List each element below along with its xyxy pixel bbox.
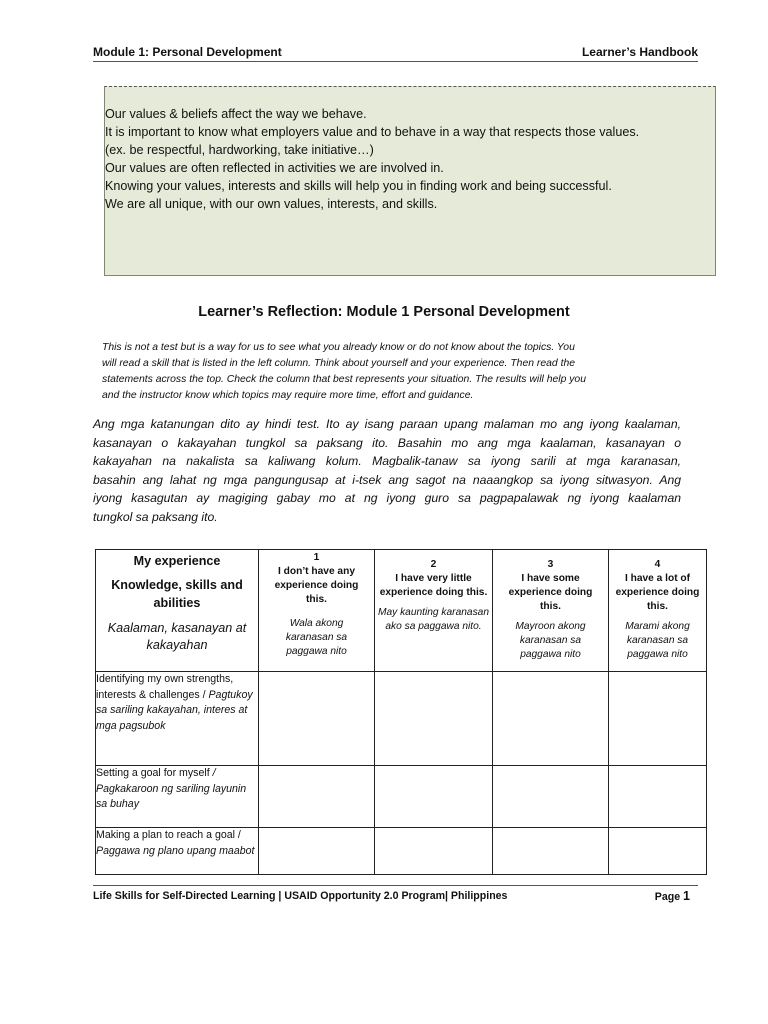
table-row bbox=[96, 672, 707, 766]
rating-checkbox-cell[interactable] bbox=[259, 672, 375, 766]
skill-label bbox=[96, 828, 259, 875]
skill-english: Identifying my own strengths, interests & challenges / bbox=[96, 673, 234, 701]
note-line: (ex. be respectful, hardworking, take initiative…) bbox=[105, 143, 374, 157]
handbook-label: Learner’s Handbook bbox=[581, 45, 698, 59]
page-number: 1 bbox=[683, 889, 690, 903]
table-row bbox=[96, 766, 707, 828]
experience-tagalog: Kaalaman, kasanayan at kakayahan bbox=[107, 621, 247, 652]
skill-tagalog: Paggawa ng plano upang maabot bbox=[96, 844, 255, 857]
experience-header-cell bbox=[96, 550, 259, 672]
rating-checkbox-cell[interactable] bbox=[259, 828, 375, 875]
tagalog-line: iyong kasagutan ay magiging gabay mo at ng iyong guro sa pagpapalawak ng iyong kaalaman bbox=[93, 491, 681, 506]
rating-checkbox-cell[interactable] bbox=[493, 766, 609, 828]
intro-line: statements across the top. Check the column that best represents your situation. The results will help you bbox=[102, 374, 586, 385]
rating-header-4 bbox=[609, 550, 707, 672]
rating-number: 1 bbox=[313, 552, 320, 563]
experience-subtitle: Knowledge, skills and abilities bbox=[111, 578, 243, 610]
page-header bbox=[93, 44, 698, 62]
rating-english: I have some experience doing this. bbox=[508, 573, 593, 612]
rating-checkbox-cell[interactable] bbox=[609, 828, 707, 875]
values-note-box bbox=[104, 86, 716, 276]
tagalog-line: Ang mga katanungan dito ay hindi test. Ito ay isang paraan upang malaman mo ang iyong kaalaman, bbox=[93, 417, 681, 431]
tagalog-line: kakayahan na nakalista sa kaliwang kolum. Magbalik-tanaw sa iyong sarili at mga karanasan, bbox=[93, 454, 681, 469]
note-line: Our values & beliefs affect the way we behave. bbox=[105, 107, 367, 121]
rating-header-1 bbox=[259, 550, 375, 672]
note-line: We are all unique, with our own values, interests, and skills. bbox=[105, 197, 438, 211]
rating-tagalog: Mayroon akong karanasan sa paggawa nito bbox=[515, 621, 586, 660]
skill-tagalog: Pagtukoy sa sariling kakayahan, interes at mga pagsubok bbox=[96, 688, 253, 732]
intro-line: will read a skill that is listed in the left column. Think about yourself and your experience. Then read the bbox=[102, 358, 576, 369]
page-footer bbox=[93, 885, 698, 906]
rating-header-3 bbox=[493, 550, 609, 672]
rating-number: 2 bbox=[430, 559, 437, 570]
footer-program-text: Life Skills for Self-Directed Learning | USAID Opportunity 2.0 Program| Philippines bbox=[93, 890, 508, 902]
skill-tagalog: / Pagkakaroon ng sariling layunin sa buhay bbox=[96, 767, 247, 810]
rating-checkbox-cell[interactable] bbox=[609, 672, 707, 766]
rating-english: I have a lot of experience doing this. bbox=[615, 573, 700, 612]
skill-english: Setting a goal for myself bbox=[96, 767, 210, 779]
page-label: Page bbox=[654, 891, 681, 903]
note-line: Knowing your values, interests and skills will help you in finding work and being successful. bbox=[105, 179, 612, 193]
tagalog-line: tungkol sa paksang ito. bbox=[93, 509, 218, 524]
skill-label bbox=[96, 766, 259, 828]
note-line: Our values are often reflected in activities we are involved in. bbox=[105, 161, 444, 175]
skill-english: Making a plan to reach a goal / bbox=[96, 829, 241, 841]
rating-checkbox-cell[interactable] bbox=[375, 672, 493, 766]
rating-checkbox-cell[interactable] bbox=[493, 672, 609, 766]
rating-checkbox-cell[interactable] bbox=[493, 828, 609, 875]
intro-paragraph bbox=[102, 340, 662, 404]
module-title: Module 1: Personal Development bbox=[93, 45, 282, 59]
note-line: It is important to know what employers value and to behave in a way that respects those values. bbox=[105, 125, 640, 139]
rating-checkbox-cell[interactable] bbox=[375, 828, 493, 875]
reflection-table bbox=[95, 549, 707, 875]
rating-number: 3 bbox=[547, 559, 554, 570]
rating-tagalog: May kaunting karanasan ako sa paggawa nito. bbox=[378, 607, 489, 632]
skill-label bbox=[96, 672, 259, 766]
rating-number: 4 bbox=[654, 559, 661, 570]
table-header-row bbox=[96, 550, 707, 672]
page-title: Learner’s Reflection: Module 1 Personal Development bbox=[198, 304, 570, 320]
rating-tagalog: Wala akong karanasan sa paggawa nito bbox=[285, 618, 348, 657]
rating-checkbox-cell[interactable] bbox=[375, 766, 493, 828]
tagalog-paragraph bbox=[93, 415, 681, 527]
intro-line: and the instructor know which topics may require more time, effort and guidance. bbox=[102, 390, 474, 401]
page-number-block bbox=[655, 889, 690, 903]
tagalog-line: kasanayan o kakayahan tungkol sa paksang ito. Basahin mo ang mga kaalaman, kasanayan o bbox=[93, 435, 681, 450]
rating-english: I don’t have any experience doing this. bbox=[274, 566, 359, 605]
rating-tagalog: Marami akong karanasan sa paggawa nito bbox=[625, 621, 690, 660]
experience-title: My experience bbox=[133, 554, 221, 568]
rating-english: I have very little experience doing this. bbox=[379, 573, 488, 598]
tagalog-line: basahin ang lahat ng mga pangungusap at i-tsek ang sagot na naaangkop sa iyong sitwasyon. Ang bbox=[93, 472, 681, 487]
intro-line: This is not a test but is a way for us to see what you already know or do not know about the topics. You bbox=[102, 342, 575, 353]
rating-checkbox-cell[interactable] bbox=[609, 766, 707, 828]
table-row bbox=[96, 828, 707, 875]
rating-header-2 bbox=[375, 550, 493, 672]
rating-checkbox-cell[interactable] bbox=[259, 766, 375, 828]
